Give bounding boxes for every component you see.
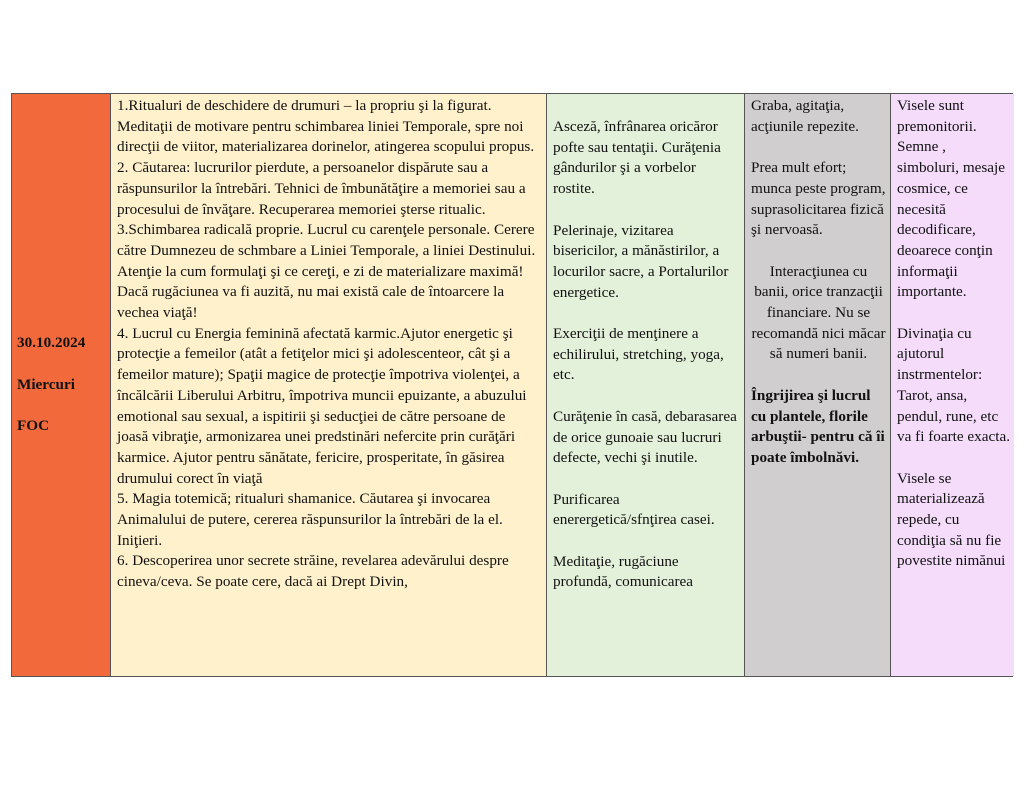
ritual-item: 3.Schimbarea radicală proprie. Lucrul cu carenţele personale. Cerere către Dumnezeu de schmbare a Liniei Temporale, a liniei Destinului. Atenţie la cum formulaţi şi ce cereţi, e zi de materializare maximă! Dacă rugăciunea va fi auzită, nu mai există cale de întoarcere la vechea viaţă! xyxy=(117,221,536,322)
dreams-cell xyxy=(891,94,1014,676)
practices-cell xyxy=(547,94,745,676)
dream-item: Divinaţia cu ajutorul instrmentelor: Tarot, ansa, pendul, rune, etc va fi foarte exacta. xyxy=(897,324,1010,446)
weekday-label: Miercuri xyxy=(17,375,75,393)
avoid-cell xyxy=(745,94,891,676)
practice-item: Purificarea enerergetică/sfnţirea casei. xyxy=(553,490,715,529)
ritual-item: 1.Ritualuri de deschidere de drumuri – la propriu şi la figurat. Meditaţii de motivare pentru schimbarea liniei Temporale, spre noi direcţii de viitor, materializarea dorinelor, atingerea scopului propus. xyxy=(117,97,535,156)
practice-item: Exerciţii de menţinere a echilirului, stretching, yoga, etc. xyxy=(553,325,724,384)
practice-item: Asceză, înfrânarea oricăror pofte sau tentaţii. Curăţenia gândurilor şi a vorbelor rostite. xyxy=(553,118,721,198)
ritual-item: 4. Lucrul cu Energia feminină afectată karmic.Ajutor energetic şi protecţie a femeilor (atât a fetiţelor mici şi adolescenteor, cât şi a femeilor mature); Spaţii magice de protecţie împotriva violenţei, a încălcării Liberului Arbitru, împotriva muncii epuizante, a abuzului emotional sau sexual, a ispitirii şi seducţiei de către persoane de joasă vibraţie, armonizarea unei predstinări nefercite prin curăţări karmice. Ajutor pentru sănătate, fericire, prosperitate, în găsirea drumului corect în viaţă xyxy=(117,324,527,487)
practice-item: Pelerinaje, vizitarea bisericilor, a mănăstirilor, a locurilor sacre, a Portalurilor energetice. xyxy=(553,221,729,301)
avoid-item: Prea mult efort; munca peste program, suprasolicitarea fizică şi nervoasă. xyxy=(751,159,886,239)
dream-item: Visele se materializează repede, cu condiţia să nu fie povestite nimănui xyxy=(897,469,1006,570)
element-label: FOC xyxy=(17,417,50,435)
rituals-cell xyxy=(111,94,547,676)
day-guidance-table xyxy=(11,93,1013,677)
practice-item: Meditaţie, rugăciune profundă, comunicarea xyxy=(553,552,693,591)
date-label: 30.10.2024 xyxy=(17,334,86,352)
date-block xyxy=(17,313,85,458)
plant-care-warning: Îngrijirea şi lucrul cu plantele, florile arbuştii- pentru că îi poate îmbolnăvi. xyxy=(751,386,885,466)
ritual-item: 6. Descoperirea unor secrete străine, revelarea adevărului despre cineva/ceva. Se poate cere, dacă ai Drept Divin, xyxy=(117,552,509,591)
ritual-item: 2. Căutarea: lucrurilor pierdute, a persoanelor dispărute sau a răspunsurilor la întrebări. Tehnici de îmbunătăţire a memoriei sau a procesului de învăţare. Recuperarea memoriei şterse ritualic. xyxy=(117,159,526,218)
avoid-item: Graba, agitaţia, acţiunile repezite. xyxy=(751,97,859,135)
practice-item: Curăţenie în casă, debarasarea de orice gunoaie sau lucruri defecte, vechi şi inutile. xyxy=(553,407,737,467)
date-cell xyxy=(12,94,111,676)
ritual-item: 5. Magia totemică; ritualuri shamanice. Căutarea şi invocarea Animalului de putere, cererea răspunsurilor la întrebări de la el. Iniţieri. xyxy=(117,490,503,549)
avoid-item: Interacţiunea cu banii, orice tranzacţii financiare. Nu se recomandă nici măcar să numeri banii. xyxy=(751,262,886,363)
dream-item: Visele sunt premonitorii. Semne , simboluri, mesaje cosmice, ce necesită decodificare, deoarece conţin informaţii importante. xyxy=(897,97,1005,301)
